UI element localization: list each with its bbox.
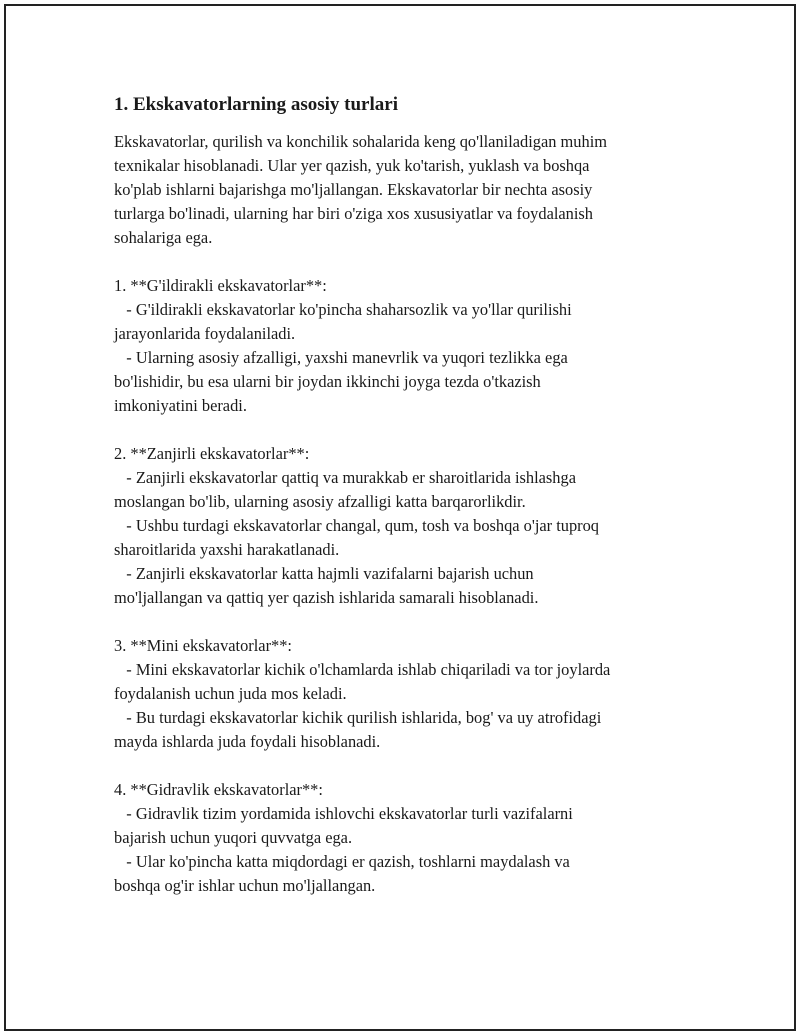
- text-line: turlarga bo'linadi, ularning har biri o'ziga xos xususiyatlar va foydalanish: [114, 204, 593, 223]
- list-item-title: 3. **Mini ekskavatorlar**:: [114, 636, 292, 655]
- text-line: ko'plab ishlarni bajarishga mo'ljallangan. Ekskavatorlar bir nechta asosiy: [114, 180, 593, 199]
- text-line: moslangan bo'lib, ularning asosiy afzalligi katta barqarorlikdir.: [114, 492, 526, 511]
- list-section-wheeled: [114, 274, 694, 418]
- text-line: bo'lishidir, bu esa ularni bir joydan ikkinchi joyga tezda o'tkazish: [114, 372, 541, 391]
- list-item-title: 4. **Gidravlik ekskavatorlar**:: [114, 780, 323, 799]
- list-section-mini: [114, 634, 694, 754]
- list-item-title: 2. **Zanjirli ekskavatorlar**:: [114, 444, 310, 463]
- list-section-tracked: [114, 442, 694, 610]
- list-section-hydraulic: [114, 778, 694, 898]
- text-line: texnikalar hisoblanadi. Ular yer qazish, yuk ko'tarish, yuklash va boshqa: [114, 156, 590, 175]
- text-line: - Ushbu turdagi ekskavatorlar changal, qum, tosh va boshqa o'jar tuproq: [114, 516, 600, 535]
- list-item-title: 1. **G'ildirakli ekskavatorlar**:: [114, 276, 327, 295]
- section-heading: 1. Ekskavatorlarning asosiy turlari: [114, 94, 398, 115]
- text-line: - Zanjirli ekskavatorlar qattiq va murakkab er sharoitlarida ishlashga: [114, 468, 576, 487]
- text-line: imkoniyatini beradi.: [114, 396, 247, 415]
- text-line: - G'ildirakli ekskavatorlar ko'pincha shaharsozlik va yo'llar qurilishi: [114, 300, 572, 319]
- text-line: sharoitlarida yaxshi harakatlanadi.: [114, 540, 340, 559]
- text-line: foydalanish uchun juda mos keladi.: [114, 684, 347, 703]
- intro-paragraph: [114, 130, 694, 250]
- text-line: bajarish uchun yuqori quvvatga ega.: [114, 828, 353, 847]
- text-line: Ekskavatorlar, qurilish va konchilik sohalarida keng qo'llaniladigan muhim: [114, 132, 607, 151]
- text-line: boshqa og'ir ishlar uchun mo'ljallangan.: [114, 876, 376, 895]
- text-line: - Ular ko'pincha katta miqdordagi er qazish, toshlarni maydalash va: [114, 852, 570, 871]
- text-line: - Zanjirli ekskavatorlar katta hajmli vazifalarni bajarish uchun: [114, 564, 534, 583]
- text-line: jarayonlarida foydalaniladi.: [114, 324, 296, 343]
- text-line: sohalariga ega.: [114, 228, 213, 247]
- text-line: - Mini ekskavatorlar kichik o'lchamlarda ishlab chiqariladi va tor joylarda: [114, 660, 611, 679]
- text-line: - Ularning asosiy afzalligi, yaxshi manevrlik va yuqori tezlikka ega: [114, 348, 568, 367]
- document-body: [114, 92, 694, 922]
- text-line: mayda ishlarda juda foydali hisoblanadi.: [114, 732, 381, 751]
- text-line: - Gidravlik tizim yordamida ishlovchi ekskavatorlar turli vazifalarni: [114, 804, 573, 823]
- text-line: mo'ljallangan va qattiq yer qazish ishlarida samarali hisoblanadi.: [114, 588, 539, 607]
- text-line: - Bu turdagi ekskavatorlar kichik qurilish ishlarida, bog' va uy atrofidagi: [114, 708, 602, 727]
